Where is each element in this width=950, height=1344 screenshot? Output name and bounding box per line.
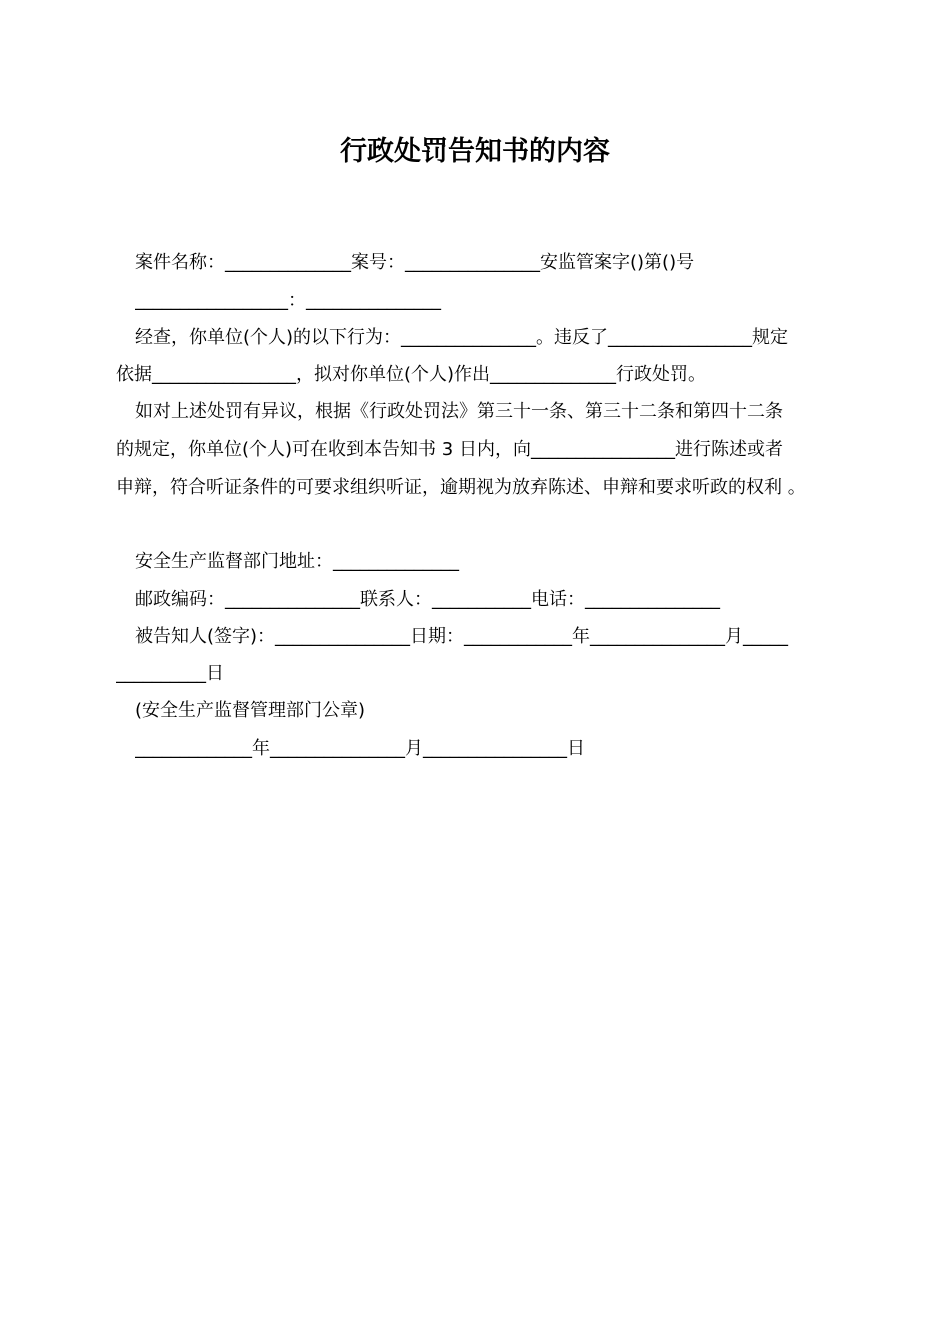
document-title: 行政处罚告知书的内容 xyxy=(340,136,610,167)
objection-line-1: 如对上述处罚有异议，根据《行政处罚法》第三十一条、第三十二条和第四十二条 xyxy=(135,401,783,422)
postal-contact-line: 邮政编码：_______________联系人：___________电话：_______________ xyxy=(135,589,720,610)
notified-signature-line: 被告知人(签字)：_______________日期：____________年_______________月_____ xyxy=(135,626,789,647)
finding-line-1: 经查，你单位(个人)的以下行为：_______________。违反了________________规定 xyxy=(135,327,789,348)
seal-label: (安全生产监督管理部门公章) xyxy=(135,700,366,721)
notified-day-line: __________日 xyxy=(116,663,224,684)
case-name-line: 案件名称：______________案号：_______________安监管案字()第()号 xyxy=(135,252,695,273)
case-row2-line: _________________：_______________ xyxy=(135,290,441,311)
finding-line-2: 依据________________，拟对你单位(个人)作出______________行政处罚。 xyxy=(116,364,707,385)
objection-line-2: 的规定，你单位(个人)可在收到本告知书 3 日内，向________________进行陈述或者 xyxy=(116,439,783,460)
department-address-line: 安全生产监督部门地址：______________ xyxy=(135,551,459,572)
seal-date-line: _____________年_______________月________________日 xyxy=(135,738,585,759)
objection-line-3: 申辩，符合听证条件的可要求组织听证，逾期视为放弃陈述、申辩和要求听政的权利 。 xyxy=(116,477,806,498)
